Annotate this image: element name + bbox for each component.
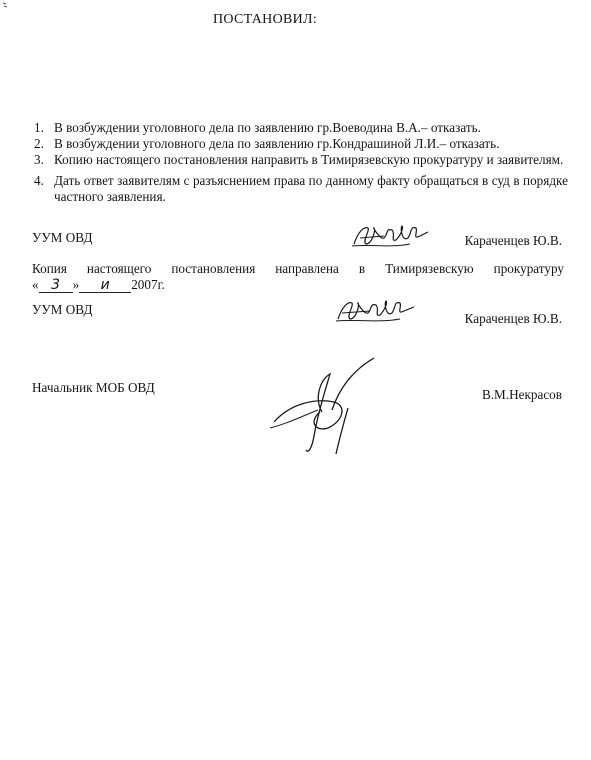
date-month: и bbox=[79, 279, 131, 293]
item-number: 1. bbox=[34, 120, 44, 135]
handwritten-signature-3 bbox=[268, 352, 383, 462]
item-text: В возбуждении уголовного дела по заявлению гр.Воеводина В.А.– отказать. bbox=[54, 120, 481, 135]
list-item bbox=[28, 173, 568, 205]
list-item bbox=[28, 136, 568, 152]
signature-block-1 bbox=[32, 230, 562, 250]
date-close-quote: » bbox=[72, 277, 80, 292]
item-number: 3. bbox=[34, 152, 44, 167]
signer-name: Караченцев Ю.В. bbox=[464, 311, 562, 326]
item-text: Копию настоящего постановления направить в Тимирязевскую прокуратуру и заявителям. bbox=[54, 152, 564, 167]
list-item bbox=[28, 120, 568, 136]
signer-position: Начальник МОБ ОВД bbox=[32, 380, 155, 395]
resolution-heading: ПОСТАНОВИЛ: bbox=[212, 12, 318, 27]
list-item bbox=[28, 152, 568, 168]
signature-block-2 bbox=[32, 302, 562, 326]
signer-name: В.М.Некрасов bbox=[481, 387, 562, 402]
item-text: Дать ответ заявителям с разъяснением права по данному факту обращаться в суд в порядке частного заявления. bbox=[54, 173, 568, 204]
date-day: 3 bbox=[39, 279, 73, 293]
handwritten-signature-2 bbox=[334, 295, 416, 327]
item-number: 4. bbox=[34, 173, 44, 188]
date-open-quote: « bbox=[32, 277, 39, 292]
copy-note-date bbox=[32, 277, 564, 293]
item-text: В возбуждении уголовного дела по заявлению гр.Кондрашиной Л.И.– отказать. bbox=[54, 136, 500, 151]
copy-note bbox=[32, 261, 564, 293]
decision-list bbox=[28, 120, 568, 205]
scan-mark bbox=[2, 2, 8, 10]
handwritten-signature-1 bbox=[350, 218, 430, 252]
item-number: 2. bbox=[34, 136, 44, 151]
signer-name: Караченцев Ю.В. bbox=[464, 233, 562, 248]
signer-position: УУМ ОВД bbox=[32, 302, 93, 317]
signer-position: УУМ ОВД bbox=[32, 230, 93, 245]
date-year: 2007г. bbox=[131, 277, 165, 292]
copy-note-text: Копия настоящего постановления направлена в Тимирязевскую прокуратуру bbox=[32, 261, 564, 276]
